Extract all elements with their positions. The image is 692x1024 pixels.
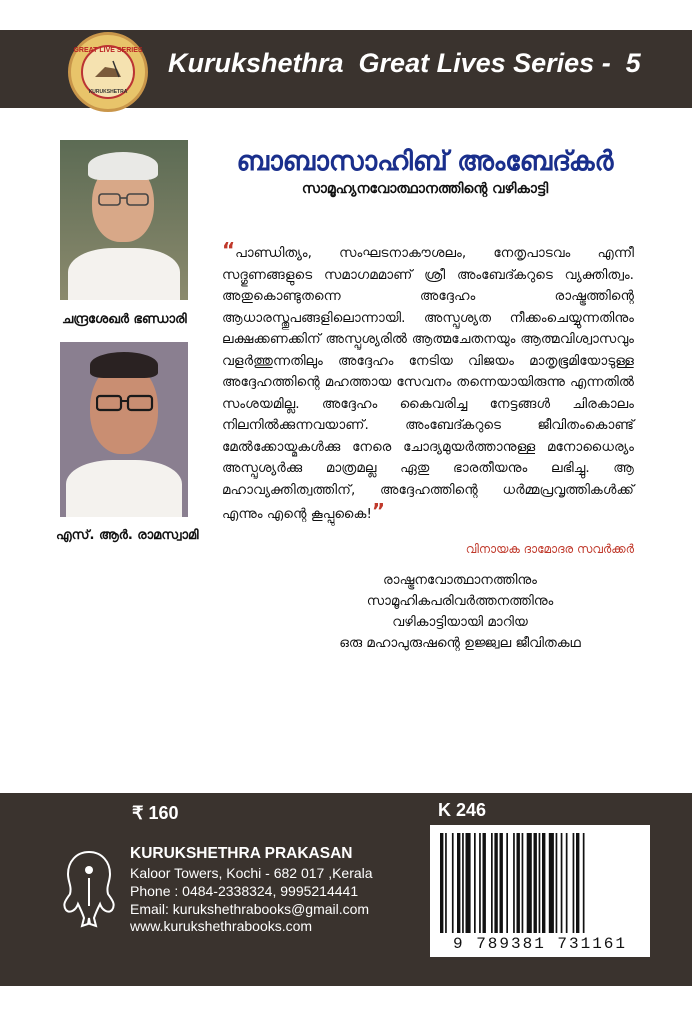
barcode-bar (522, 833, 524, 933)
logo-top-text: GREAT LIVE SERIES (73, 47, 143, 54)
tagline (260, 570, 660, 654)
barcode-bar (466, 833, 471, 933)
publisher-website: www.kurukshethrabooks.com (130, 918, 313, 934)
barcode-bar (556, 833, 558, 933)
open-quote-mark: “ (222, 238, 236, 262)
barcode-bar (517, 833, 520, 933)
barcode-bar (583, 833, 585, 933)
barcode-bar (452, 833, 454, 933)
barcode-bar (462, 833, 464, 933)
tagline-line: വഴികാട്ടിയായി മാറിയ (392, 614, 528, 630)
barcode-bar (542, 833, 545, 933)
barcode-bar (513, 833, 515, 933)
glasses-icon (98, 192, 150, 208)
barcode-bar (549, 833, 554, 933)
author-photo-2 (60, 342, 188, 517)
barcode-bar (534, 833, 537, 933)
book-title: ബാബാസാഹിബ് അംബേദ്കർ (236, 146, 614, 177)
book-subtitle: സാമൂഹ്യനവോത്ഥാനത്തിന്റെ വഴികാട്ടി (301, 181, 549, 197)
barcode-bar (500, 833, 503, 933)
price: ₹ 160 (132, 803, 179, 823)
tagline-line: ഒരു മഹാപുരുഷന്റെ ഉജ്ജ്വല ജീവിതകഥ (339, 635, 581, 651)
barcode-bar (440, 833, 443, 933)
shirt (66, 460, 182, 517)
publisher-name: KURUKSHETHRA PRAKASAN (130, 845, 353, 862)
barcode-bars (440, 833, 640, 933)
barcode-bar (566, 833, 568, 933)
publisher-email: Email: kurukshethrabooks@gmail.com (130, 901, 370, 917)
shirt (68, 248, 180, 300)
publisher-phone: Phone : 0484-2338324, 9995214441 (130, 883, 359, 899)
barcode-bar (474, 833, 476, 933)
ganesha-logo-icon (60, 848, 118, 930)
barcode-bar (479, 833, 481, 933)
series-logo (68, 32, 148, 112)
publisher-address: Kaloor Towers, Kochi - 682 017 ,Kerala (130, 865, 373, 881)
barcode-bar (445, 833, 447, 933)
isbn-number: 9 789381 731161 (452, 935, 628, 953)
barcode-bar (494, 833, 497, 933)
book-code: K 246 (438, 800, 487, 820)
barcode-bar (573, 833, 575, 933)
glasses-icon (96, 394, 154, 414)
barcode-bar (491, 833, 493, 933)
series-title: Kurukshethra Great Lives Series - 5 (168, 48, 641, 78)
hair (90, 352, 158, 378)
logo-bottom-text: KURUKSHETRA (88, 89, 128, 95)
quote-block (222, 240, 634, 526)
barcode-bar (457, 833, 460, 933)
quote-author: വിനായക ദാമോദര സവർക്കർ (465, 542, 634, 556)
close-quote-mark: ” (371, 499, 386, 523)
isbn-barcode (430, 825, 650, 957)
tagline-line: സാമൂഹികപരിവർത്തനത്തിനും (366, 593, 554, 609)
tagline-line: രാഷ്ട്രനവോത്ഥാനത്തിനും (383, 572, 537, 588)
barcode-bar (576, 833, 579, 933)
barcode-bar (506, 833, 508, 933)
author-photo-1 (60, 140, 188, 300)
hair (88, 152, 158, 180)
barcode-bar (539, 833, 541, 933)
barcode-bar (561, 833, 563, 933)
photo-2-caption: എസ്. ആർ. രാമസ്വാമി (56, 528, 199, 543)
barcode-bar (527, 833, 532, 933)
quote-text: പാണ്ഡിത്യം, സംഘടനാകൗശലം, നേതൃപാടവം എന്നീ സദ്ഗുണങ്ങളുടെ സമാഗമമാണ് ശ്രീ അംബേദ്കറുടെ വ്യക്തിത്വം. അതുകൊണ്ടുതന്നെ അദ്ദേഹം രാഷ്ട്രത്തിന്റെ ആധാരസ്തൂപങ്ങളിലൊന്നായി. അസ്പൃശ്യത നീക്കംചെയ്യുന്നതിനും ലക്ഷക്കണക്കിന് അസ്പൃശ്യരിൽ ആത്മചേതനയും ആത്മവിശ്വാസവും വളർത്തുന്നതിലും അദ്ദേഹം നേടിയ വിജയം മാതൃഭൂമിയോടുള്ള അദ്ദേഹത്തിന്റെ മഹത്തായ സേവനം തന്നെയായിരുന്നു എന്നതിൽ സംശയമില്ല. അദ്ദേഹം കൈവരിച്ച നേട്ടങ്ങൾ ചിരകാലം നിലനിൽക്കുന്നവയാണ്. അംബേദ്കറുടെ ജീവിതംകൊണ്ട് മേൽക്കോയ്മകൾക്കു നേരെ ചോദ്യമുയർത്താനുള്ള മനോധൈര്യം അസ്പൃശ്യർക്കു മാത്രമല്ല ഏതു ഭാരതീയനും ലഭിച്ചു. ആ മഹാവ്യക്തിത്വത്തിന്, അദ്ദേഹത്തിന്റെ ധർമ്മപ്രവൃത്തികൾക്ക് എന്നും എന്റെ കൂപ്പുകൈ! (222, 245, 634, 522)
photo-1-caption: ചന്ദ്രശേഖർ ഭണ്ഡാരി (62, 312, 187, 327)
barcode-bar (483, 833, 486, 933)
